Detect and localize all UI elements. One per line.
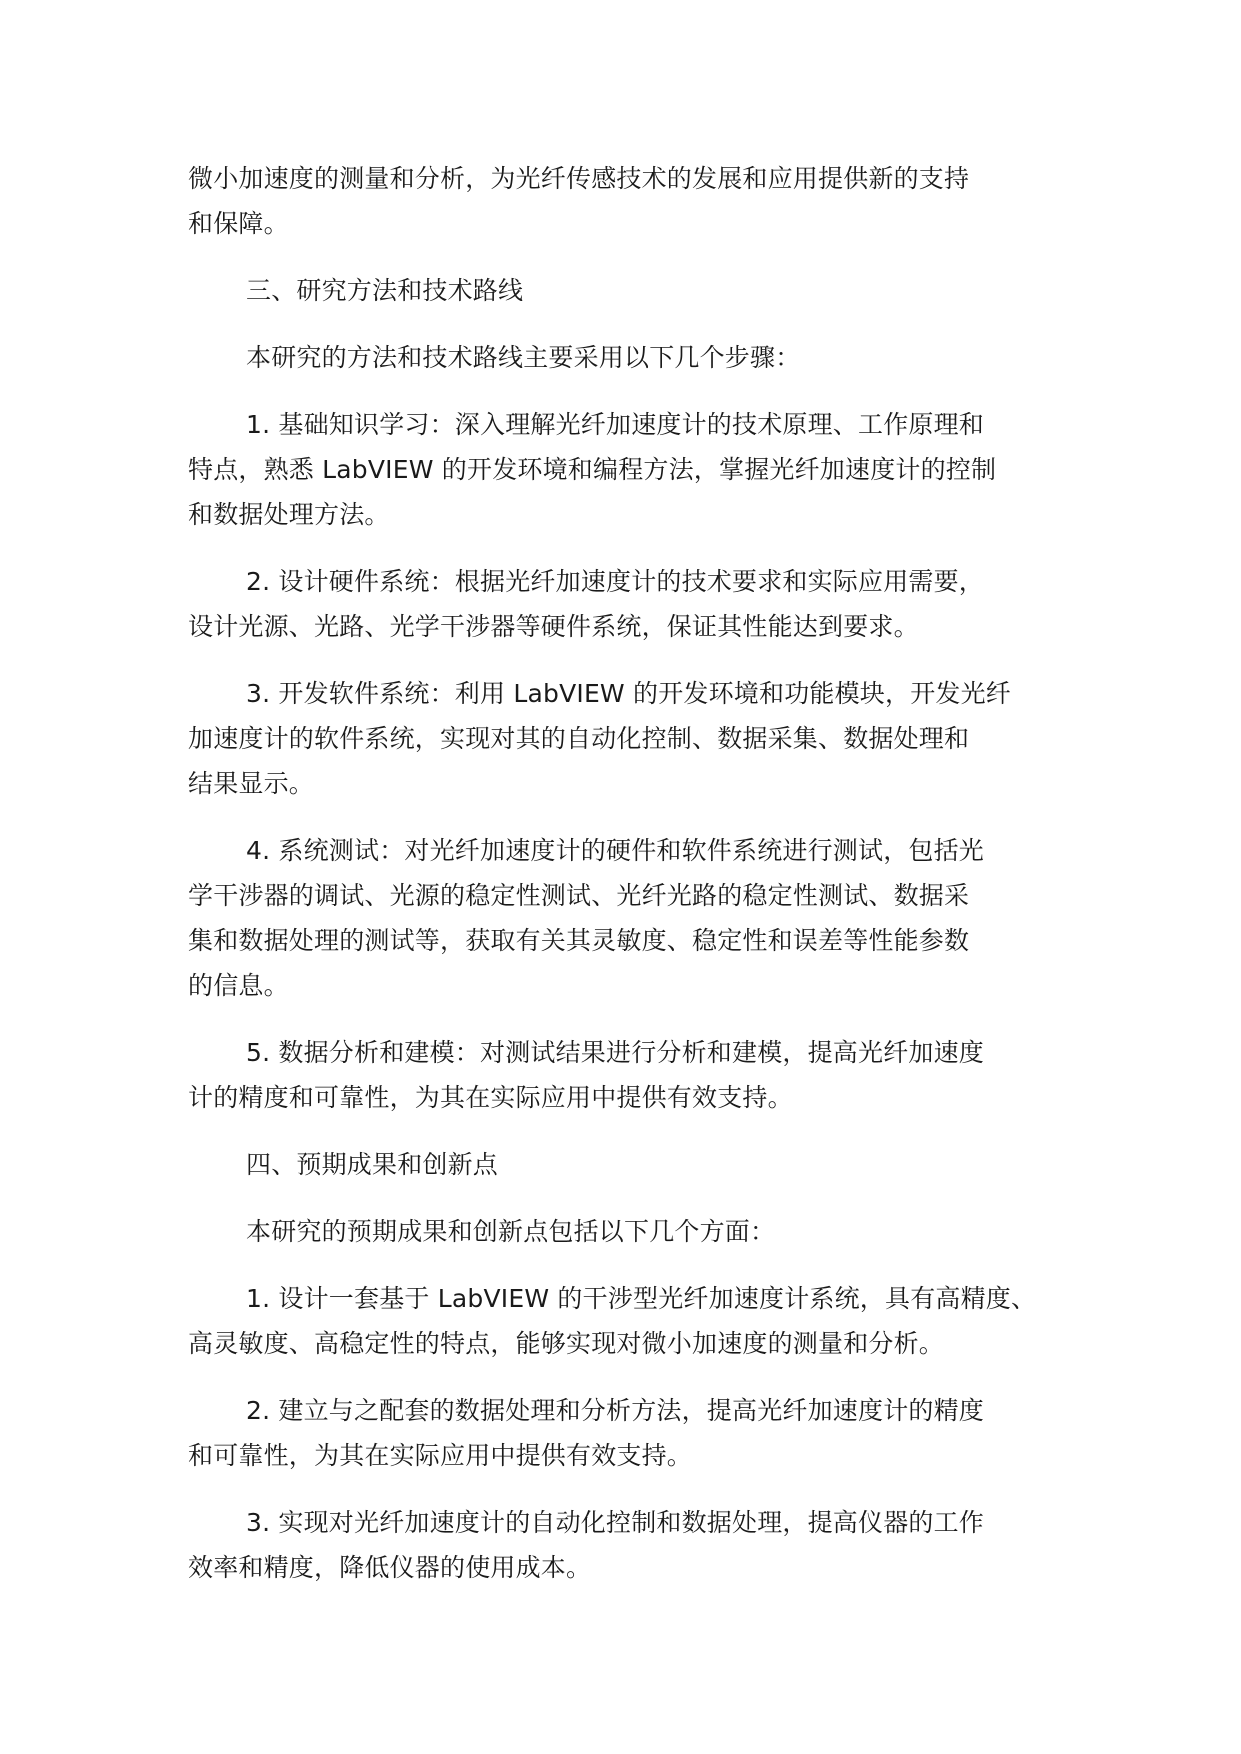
paragraph-outcomes-intro <box>188 1209 1068 1254</box>
section-heading-methods <box>188 268 1068 313</box>
text-line: 高灵敏度、高稳定性的特点，能够实现对微小加速度的测量和分析。 <box>188 1329 945 1358</box>
paragraph-methods-intro <box>188 335 1068 380</box>
text-line: 的信息。 <box>188 971 289 1000</box>
text-line: 和保障。 <box>188 209 289 238</box>
text-line: 本研究的预期成果和创新点包括以下几个方面： <box>246 1217 776 1246</box>
paragraph-outcome-1 <box>188 1276 1068 1366</box>
text-line: 5. 数据分析和建模：对测试结果进行分析和建模，提高光纤加速度 <box>246 1038 985 1067</box>
document-page <box>188 156 1068 1590</box>
text-line: 结果显示。 <box>188 769 315 798</box>
text-line: 3. 开发软件系统：利用 LabVIEW 的开发环境和功能模块，开发光纤 <box>246 679 1012 708</box>
text-line: 设计光源、光路、光学干涉器等硬件系统，保证其性能达到要求。 <box>188 612 919 641</box>
paragraph-step-3 <box>188 671 1068 806</box>
text-line: 4. 系统测试：对光纤加速度计的硬件和软件系统进行测试，包括光 <box>246 836 985 865</box>
text-line: 微小加速度的测量和分析，为光纤传感技术的发展和应用提供新的支持 <box>188 164 970 193</box>
paragraph-intro-tail <box>188 156 1068 246</box>
section-heading-outcomes <box>188 1142 1068 1187</box>
text-line: 计的精度和可靠性，为其在实际应用中提供有效支持。 <box>188 1083 793 1112</box>
text-line: 效率和精度，降低仪器的使用成本。 <box>188 1553 592 1582</box>
text-line: 加速度计的软件系统，实现对其的自动化控制、数据采集、数据处理和 <box>188 724 970 753</box>
text-line: 四、预期成果和创新点 <box>246 1150 499 1179</box>
paragraph-step-5 <box>188 1030 1068 1120</box>
text-line: 3. 实现对光纤加速度计的自动化控制和数据处理，提高仪器的工作 <box>246 1508 985 1537</box>
paragraph-outcome-2 <box>188 1388 1068 1478</box>
paragraph-step-4 <box>188 828 1068 1008</box>
text-line: 三、研究方法和技术路线 <box>246 276 524 305</box>
text-line: 学干涉器的调试、光源的稳定性测试、光纤光路的稳定性测试、数据采 <box>188 881 970 910</box>
paragraph-outcome-3 <box>188 1500 1068 1590</box>
text-line: 集和数据处理的测试等，获取有关其灵敏度、稳定性和误差等性能参数 <box>188 926 970 955</box>
text-line: 特点，熟悉 LabVIEW 的开发环境和编程方法，掌握光纤加速度计的控制 <box>188 455 997 484</box>
text-line: 和数据处理方法。 <box>188 500 390 529</box>
text-line: 1. 设计一套基于 LabVIEW 的干涉型光纤加速度计系统，具有高精度、 <box>246 1284 1037 1313</box>
text-line: 和可靠性，为其在实际应用中提供有效支持。 <box>188 1441 693 1470</box>
text-line: 2. 设计硬件系统：根据光纤加速度计的技术要求和实际应用需要， <box>246 567 985 596</box>
paragraph-step-1 <box>188 402 1068 537</box>
paragraph-step-2 <box>188 559 1068 649</box>
text-line: 2. 建立与之配套的数据处理和分析方法，提高光纤加速度计的精度 <box>246 1396 985 1425</box>
text-line: 1. 基础知识学习：深入理解光纤加速度计的技术原理、工作原理和 <box>246 410 985 439</box>
text-line: 本研究的方法和技术路线主要采用以下几个步骤： <box>246 343 801 372</box>
